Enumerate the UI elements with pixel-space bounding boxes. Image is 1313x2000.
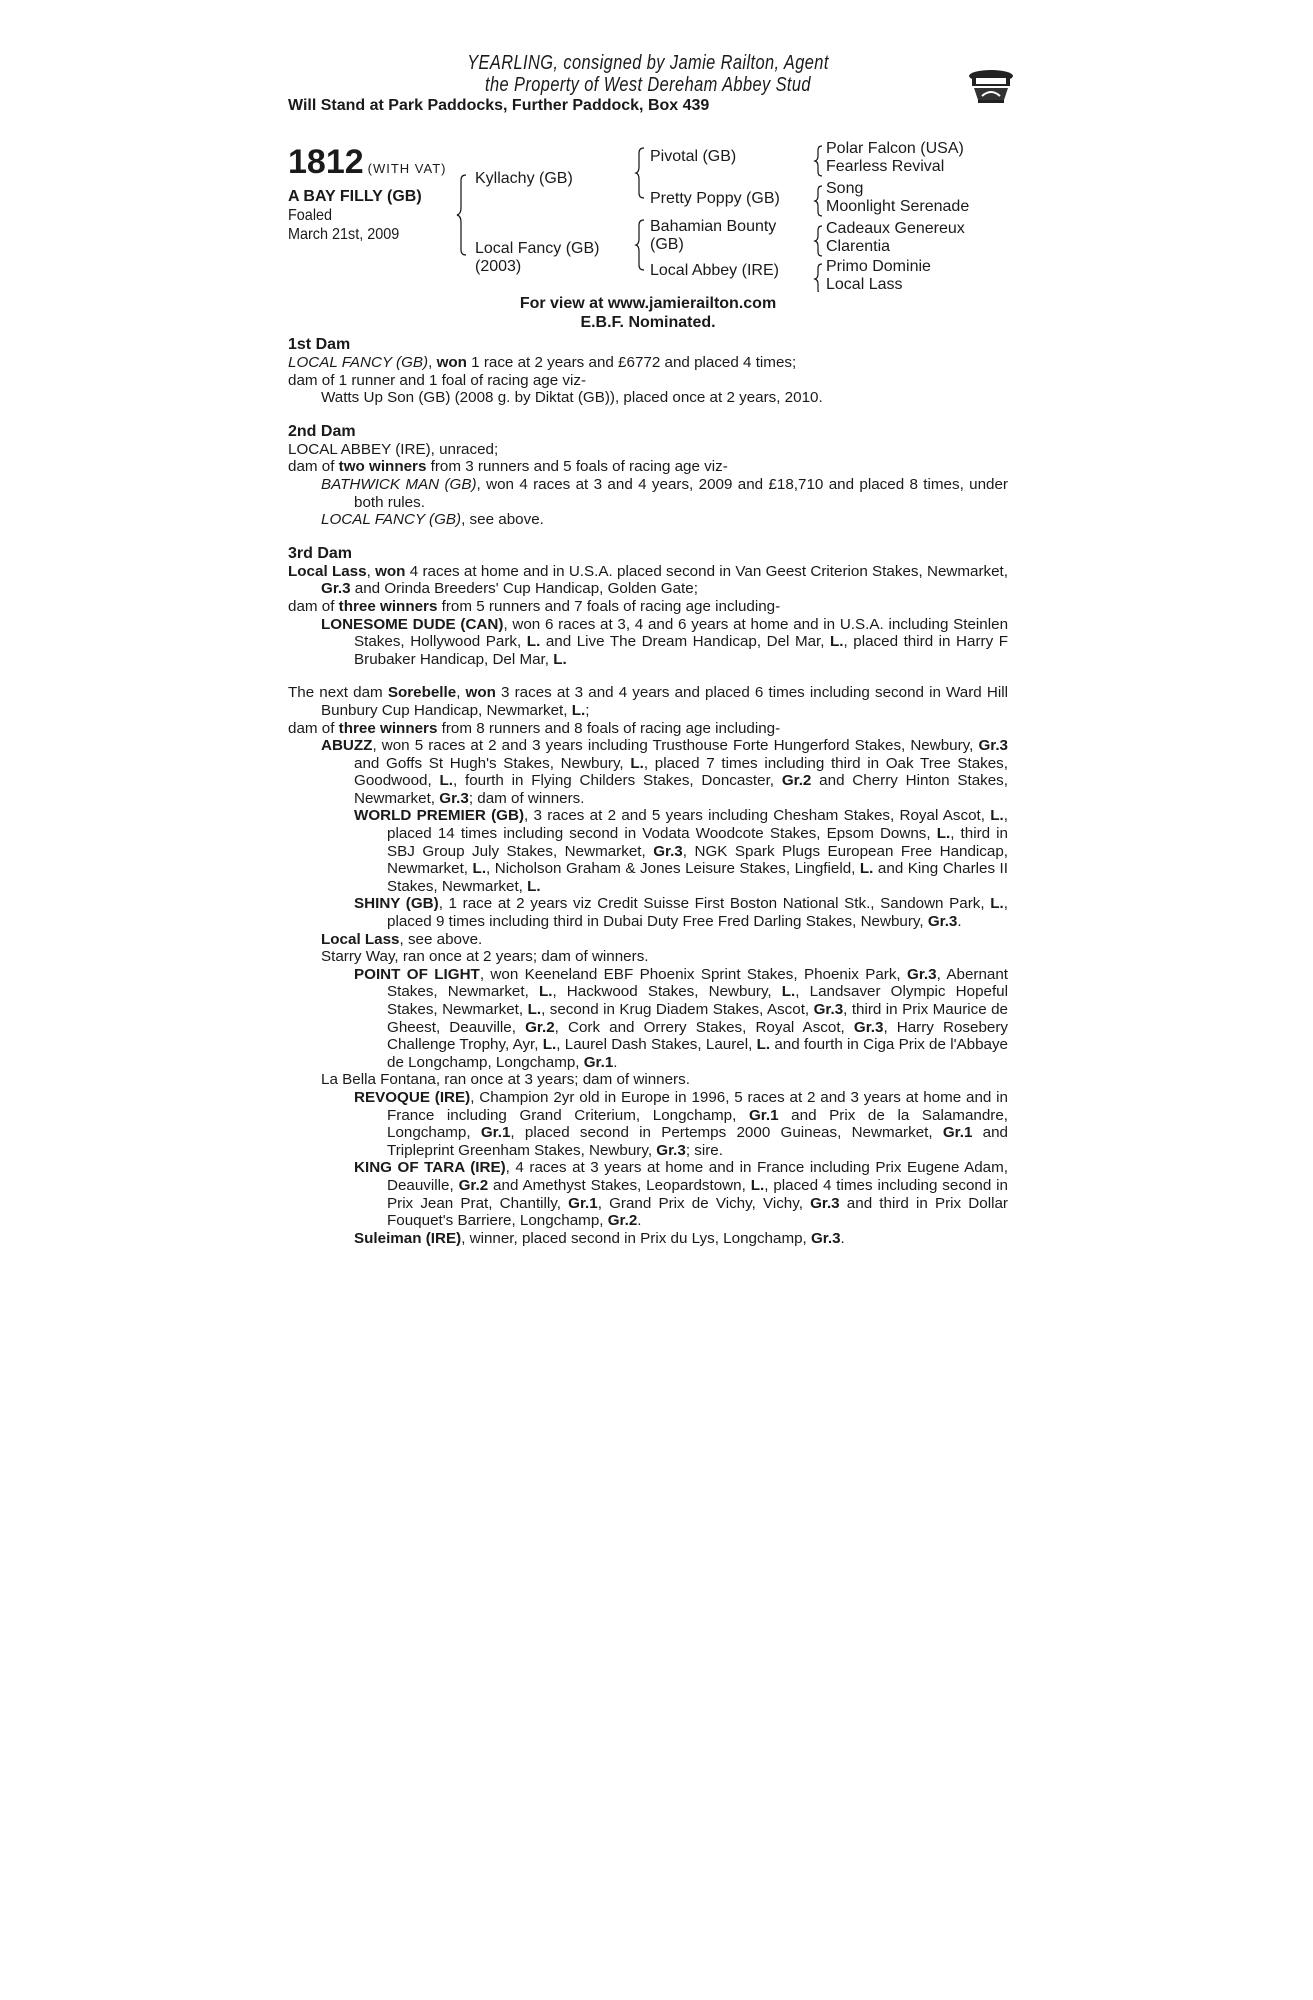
third-dam-foal-1: LONESOME DUDE (CAN), won 6 races at 3, 4 and 6 years at home and in U.S.A. including Steinlen Stakes, Hollywood Park, L. and Live The Dream Handicap, Del Mar, L., placed third in Harry F Brubaker Handicap, Del Mar, L. (321, 615, 1009, 668)
pedigree-dam-year: (2003) (475, 258, 522, 275)
pedigree-sire-sire: Pivotal (GB) (650, 148, 737, 165)
pedigree-dam-sire-suffix: (GB) (650, 236, 684, 253)
world-premier-entry: WORLD PREMIER (GB), 3 races at 2 and 5 years including Chesham Stakes, Royal Ascot, L., placed 14 times including second in Vodata Woodcote Stakes, Epsom Downs, L., third in SBJ Group July Stakes, Newmarket, Gr.3, NGK Spark Plugs European Free Handicap, Newmarket, L., Nicholson Graham & Jones Leisure Stakes, Lingfield, L. and King Charles II Stakes, Newmarket, L. (354, 807, 1008, 895)
pedigree-dam-sire: Bahamian Bounty (650, 218, 777, 235)
revoque-entry: REVOQUE (IRE), Champion 2yr old in Europe in 1996, 5 races at 2 and 3 years at home and in France including Grand Criterium, Longchamp, Gr.1 and Prix de la Salamandre, Longchamp, Gr.1, placed second in Pertemps 2000 Guineas, Newmarket, Gr.1 and Tripleprint Greenham Stakes, Newbury, Gr.3; sire. (354, 1088, 1009, 1159)
abuzz-entry: ABUZZ, won 5 races at 2 and 3 years including Trusthouse Forte Hungerford Stakes, Newbury, Gr.3 and Goffs St Hugh's Stakes, Newbury, L., placed 7 times including third in Oak Tree Stakes, Goodwood, L., fourth in Flying Childers Stakes, Doncaster, Gr.2 and Cherry Hinton Stakes, Newmarket, Gr.3; dam of winners. (321, 737, 1008, 807)
pedigree-g6: Clarentia (826, 238, 891, 255)
pedigree-dam: Local Fancy (GB) (475, 240, 600, 257)
second-dam-foal-2: LOCAL FANCY (GB), see above. (321, 511, 544, 529)
pedigree-sire-dam: Pretty Poppy (GB) (650, 190, 780, 207)
third-dam-record: Local Lass, won 4 races at home and in U.S.A. placed second in Van Geest Criterion Stakes, Newmarket, Gr.3 and Orinda Breeders' Cup Handicap, Golden Gate; (288, 562, 1008, 598)
shiny-entry: SHINY (GB), 1 race at 2 years viz Credit Suisse First Boston National Stk., Sandown Park, L., placed 9 times including third in Dubai Duty Free Fred Darling Stakes, Newbury, Gr.3. (354, 895, 1008, 931)
starry-way-entry: Starry Way, ran once at 2 years; dam of winners. (321, 948, 649, 966)
pedigree-g8: Local Lass (826, 276, 903, 293)
second-dam-produce: dam of two winners from 3 runners and 5 foals of racing age viz- (288, 458, 728, 476)
second-dam-foal-1: BATHWICK MAN (GB), won 4 races at 3 and 4 years, 2009 and £18,710 and placed 8 times, under both rules. (321, 475, 1008, 511)
pedigree-dam-dam: Local Abbey (IRE) (650, 262, 779, 279)
point-of-light-entry: POINT OF LIGHT, won Keeneland EBF Phoenix Sprint Stakes, Phoenix Park, Gr.3, Abernant Stakes, Newmarket, L., Hackwood Stakes, Newbury, L., Landsaver Olympic Hopeful Stakes, Newmarket, L., second in Krug Diadem Stakes, Ascot, Gr.3, third in Prix Maurice de Gheest, Deauville, Gr.2, Cork and Orrery Stakes, Royal Ascot, Gr.3, Harry Rosebery Challenge Trophy, Ayr, L., Laurel Dash Stakes, Laurel, L. and fourth in Ciga Prix de l'Abbaye de Longchamp, Longchamp, Gr.1. (354, 965, 1009, 1071)
foaled-label: Foaled (288, 207, 333, 224)
second-dam-line: LOCAL ABBEY (IRE), unraced; (288, 440, 499, 458)
next-dam-record: The next dam Sorebelle, won 3 races at 3 and 4 years and placed 6 times including second in Ward Hill Bunbury Cup Handicap, Newmarket, L.; (288, 684, 1008, 719)
third-dam-produce: dam of three winners from 5 runners and 7 foals of racing age including- (288, 597, 781, 615)
king-of-tara-entry: KING OF TARA (IRE), 4 races at 3 years at home and in France including Prix Eugene Adam, Deauville, Gr.2 and Amethyst Stakes, Leopardstown, L., placed 4 times including second in Prix Jean Prat, Chantilly, Gr.1, Grand Prix de Vichy, Vichy, Gr.3 and third in Prix Dollar Fouquet's Barriere, Longchamp, Gr.2. (354, 1159, 1008, 1230)
pedigree-g2: Fearless Revival (826, 158, 945, 175)
pedigree-g4: Moonlight Serenade (826, 198, 970, 215)
lot-number: 1812 (288, 143, 364, 181)
location-line: Will Stand at Park Paddocks, Further Paddock, Box 439 (288, 97, 710, 114)
pedigree-g1: Polar Falcon (USA) (826, 140, 964, 157)
first-dam-foal: Watts Up Son (GB) (2008 g. by Diktat (GB)), placed once at 2 years, 2010. (321, 389, 823, 407)
vat-note: (WITH VAT) (367, 161, 447, 176)
pedigree-g3: Song (826, 180, 864, 197)
consignor-line: YEARLING, consigned by Jamie Railton, Agent (467, 52, 829, 74)
first-dam-produce: dam of 1 runner and 1 foal of racing age viz- (288, 371, 587, 389)
third-dam-heading: 3rd Dam (288, 544, 353, 562)
next-dam-produce: dam of three winners from 8 runners and 8 foals of racing age including- (288, 719, 781, 737)
second-dam-heading: 2nd Dam (288, 422, 356, 440)
first-dam-record: LOCAL FANCY (GB), won 1 race at 2 years and £6772 and placed 4 times; (288, 354, 797, 371)
local-lass-entry: Local Lass, see above. (321, 930, 483, 948)
suleiman-entry: Suleiman (IRE), winner, placed second in Prix du Lys, Longchamp, Gr.3. (354, 1229, 845, 1247)
property-line: the Property of West Dereham Abbey Stud (485, 74, 811, 96)
pedigree-sire: Kyllachy (GB) (475, 170, 573, 187)
view-line: For view at www.jamierailton.com (519, 295, 777, 312)
first-dam-heading: 1st Dam (288, 336, 351, 353)
la-bella-fontana-entry: La Bella Fontana, ran once at 3 years; dam of winners. (321, 1071, 690, 1089)
pedigree-g7: Primo Dominie (826, 258, 931, 275)
catalogue-body (288, 336, 1008, 1247)
ebf-line: E.B.F. Nominated. (580, 314, 716, 331)
foaled-date: March 21st, 2009 (288, 226, 400, 243)
horse-name: A BAY FILLY (GB) (288, 188, 422, 205)
pedigree-g5: Cadeaux Genereux (826, 220, 965, 237)
